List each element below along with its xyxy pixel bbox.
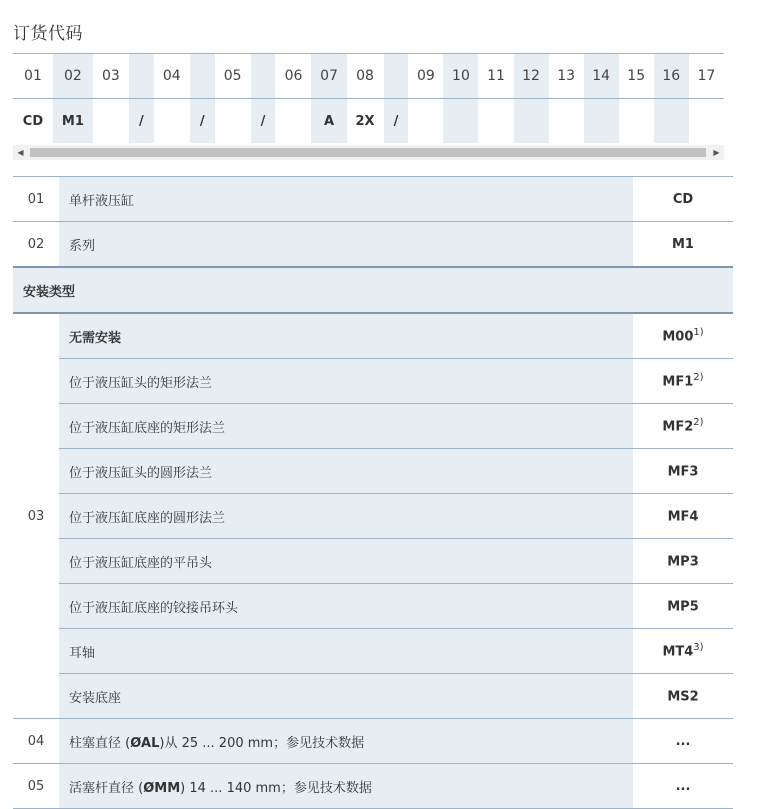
footnote-marker: 1)	[693, 327, 704, 339]
mounting-row	[13, 494, 733, 539]
code-position: 08	[347, 54, 384, 99]
code-value: CD	[22, 113, 44, 129]
code-value	[689, 99, 724, 144]
description-prefix: 活塞杆直径 (	[69, 780, 144, 796]
code-position: 17	[689, 54, 724, 99]
code-value	[514, 99, 549, 144]
mounting-description: 无需安装	[59, 313, 633, 359]
code-position: 11	[478, 54, 513, 99]
code-value	[619, 99, 654, 144]
mounting-description: 耳轴	[59, 629, 633, 674]
mounting-code	[633, 449, 733, 494]
code-text: MF4	[667, 509, 699, 525]
code-text: MF3	[667, 464, 699, 480]
row-code: ...	[633, 764, 733, 809]
description-suffix: ) 14 ... 140 mm；参见技术数据	[180, 780, 372, 796]
code-value	[408, 99, 443, 144]
code-position: 14	[584, 54, 619, 99]
description-suffix: )从 25 ... 200 mm；参见技术数据	[159, 735, 365, 751]
code-position	[251, 54, 276, 99]
code-position: 03	[93, 54, 129, 99]
mounting-row	[13, 404, 733, 449]
horizontal-scrollbar[interactable]	[13, 145, 724, 160]
table-row	[13, 719, 733, 764]
mounting-code	[633, 629, 733, 674]
mounting-description: 安装底座	[59, 674, 633, 719]
code-text: MF2	[662, 419, 694, 435]
code-position: 06	[275, 54, 311, 99]
mounting-description: 位于液压缸头的矩形法兰	[59, 359, 633, 404]
code-position	[129, 54, 154, 99]
mounting-description: 位于液压缸底座的铰接吊环头	[59, 584, 633, 629]
row-code: ...	[633, 719, 733, 764]
scroll-right-icon[interactable]: ▶	[713, 148, 720, 157]
row-number: 05	[13, 764, 59, 809]
description-symbol: ØAL	[130, 735, 160, 751]
code-text: MT4	[662, 644, 694, 660]
code-value	[478, 99, 513, 144]
code-position: 09	[408, 54, 443, 99]
mounting-code	[633, 313, 733, 359]
row-number: 04	[13, 719, 59, 764]
code-position	[384, 54, 409, 99]
mounting-code	[633, 404, 733, 449]
mounting-code	[633, 674, 733, 719]
mounting-description: 位于液压缸头的圆形法兰	[59, 449, 633, 494]
code-value: A	[311, 99, 346, 144]
table-row	[13, 764, 733, 809]
spec-table	[13, 176, 733, 809]
code-position: 15	[619, 54, 654, 99]
code-text: MP5	[667, 599, 699, 615]
code-value	[215, 99, 251, 144]
row-description	[59, 764, 633, 809]
scroll-left-icon[interactable]: ◀	[17, 148, 24, 157]
footnote-marker: 2)	[693, 372, 704, 384]
code-position: 04	[154, 54, 190, 99]
mounting-description: 位于液压缸底座的圆形法兰	[59, 494, 633, 539]
row-description: 系列	[59, 222, 633, 268]
mounting-code	[633, 359, 733, 404]
code-position: 13	[549, 54, 584, 99]
row-number: 02	[13, 222, 59, 268]
mounting-row	[13, 449, 733, 494]
footnote-marker: 2)	[693, 417, 704, 429]
section-title: 安装类型	[13, 267, 733, 313]
code-value: M1	[53, 99, 93, 144]
code-text: MS2	[667, 689, 699, 705]
code-text: MP3	[667, 554, 699, 570]
code-text: M00	[662, 329, 694, 345]
section-header-row	[13, 267, 733, 313]
page-title: 订货代码	[13, 24, 83, 44]
row-number: 01	[13, 177, 59, 222]
code-value	[584, 99, 619, 144]
mounting-row	[13, 359, 733, 404]
code-text: MF1	[662, 374, 694, 390]
code-position: 16	[654, 54, 689, 99]
code-position: 01	[13, 54, 53, 99]
code-value: /	[384, 99, 409, 144]
description-prefix: 柱塞直径 (	[69, 735, 131, 751]
row-code: M1	[633, 222, 733, 268]
code-value: /	[129, 99, 154, 144]
mounting-code	[633, 584, 733, 629]
table-row	[13, 177, 733, 222]
mounting-description: 位于液压缸底座的平吊头	[59, 539, 633, 584]
mounting-description: 位于液压缸底座的矩形法兰	[59, 404, 633, 449]
code-value	[275, 99, 311, 144]
row-code: CD	[633, 177, 733, 222]
description-symbol: ØMM	[143, 780, 181, 796]
code-value	[549, 99, 584, 144]
code-value	[654, 99, 689, 144]
mounting-row	[13, 539, 733, 584]
scrollbar-thumb[interactable]	[30, 148, 706, 157]
code-position: 12	[514, 54, 549, 99]
row-number: 03	[13, 313, 59, 719]
code-position: 10	[443, 54, 478, 99]
mounting-row	[13, 629, 733, 674]
code-value: /	[251, 99, 276, 144]
code-position: 02	[53, 54, 93, 99]
mounting-row	[13, 584, 733, 629]
code-value	[443, 99, 478, 144]
order-code-table	[13, 53, 724, 143]
code-value	[93, 99, 129, 144]
row-description: 单杆液压缸	[59, 177, 633, 222]
code-value: 2X	[355, 113, 375, 129]
mounting-row	[13, 313, 733, 359]
mounting-code	[633, 539, 733, 584]
code-value: /	[190, 99, 215, 144]
row-description	[59, 719, 633, 764]
footnote-marker: 3)	[693, 642, 704, 654]
mounting-row	[13, 674, 733, 719]
code-position: 05	[215, 54, 251, 99]
code-position	[190, 54, 215, 99]
code-position: 07	[311, 54, 346, 99]
mounting-code	[633, 494, 733, 539]
table-row	[13, 222, 733, 268]
code-value	[154, 99, 190, 144]
